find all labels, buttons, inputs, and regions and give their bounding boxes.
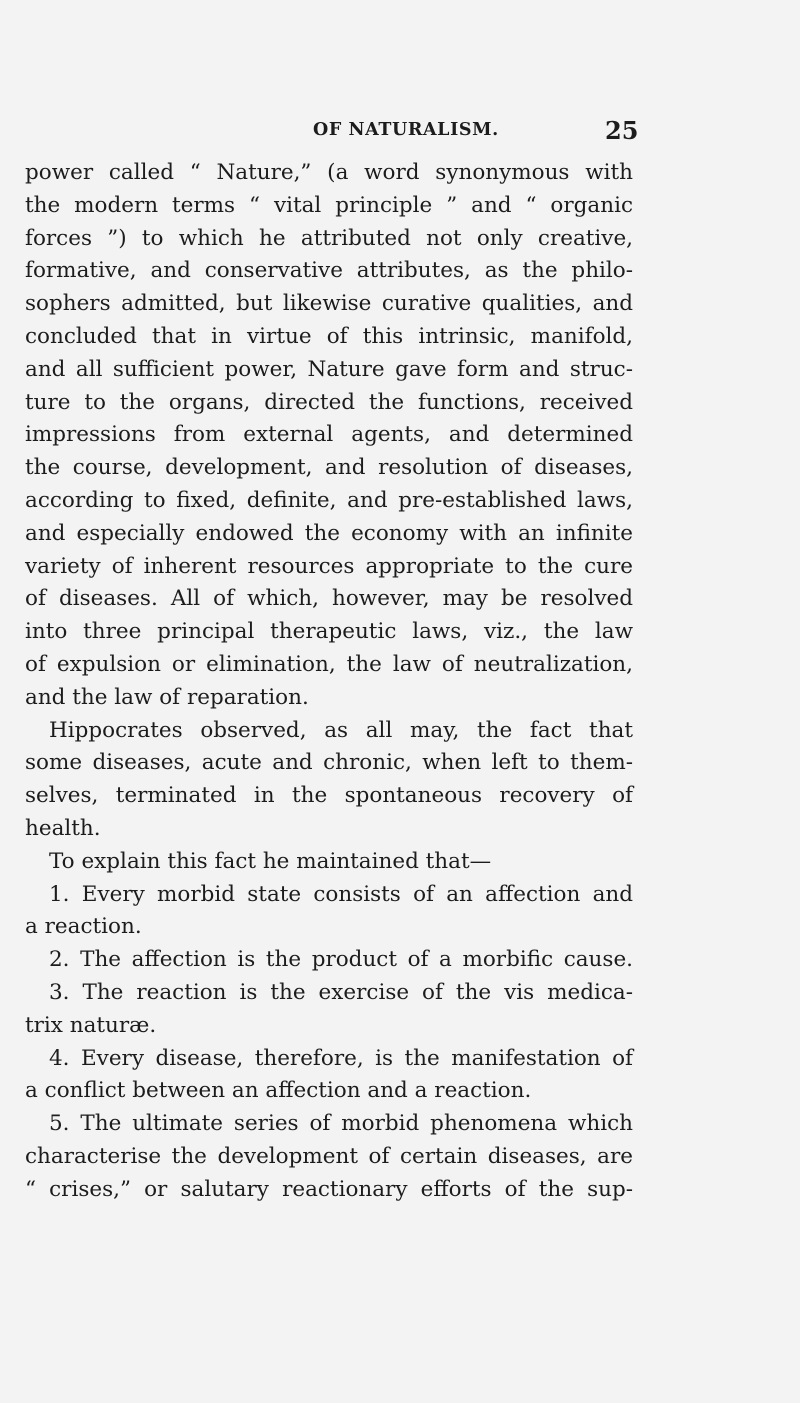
text-line: and the law of reparation. (25, 684, 309, 710)
text-line: the modern terms “ vital principle ” and “ organic (25, 192, 633, 218)
running-head (0, 118, 800, 148)
text-line: impressions from external agents, and determined (25, 422, 633, 448)
text-line: and especially endowed the economy with an infinite (25, 520, 633, 546)
text-line: some diseases, acute and chronic, when left to them- (25, 750, 633, 776)
text-line: selves, terminated in the spontaneous recovery of (25, 783, 633, 809)
text-line: the course, development, and resolution of diseases, (25, 455, 633, 481)
text-line: 3. The reaction is the exercise of the vis medica- (49, 979, 633, 1005)
text-line: a reaction. (25, 914, 142, 940)
text-line: ture to the organs, directed the functions, received (25, 389, 633, 415)
text-line: forces ”) to which he attributed not only creative, (25, 225, 633, 251)
running-head-title: OF NATURALISM. (313, 120, 499, 140)
text-line: into three principal therapeutic laws, viz., the law (25, 619, 633, 645)
text-line: 5. The ultimate series of morbid phenomena which (49, 1111, 633, 1137)
text-line: according to fixed, definite, and pre-established laws, (25, 487, 633, 513)
text-line: sophers admitted, but likewise curative qualities, and (25, 291, 633, 317)
text-line: of expulsion or elimination, the law of neutralization, (25, 651, 633, 677)
text-line: Hippocrates observed, as all may, the fact that (49, 717, 633, 743)
text-line: trix naturæ. (25, 1012, 157, 1038)
text-line: and all sufficient power, Nature gave form and struc- (25, 356, 633, 382)
text-line: formative, and conservative attributes, as the philo- (25, 258, 633, 284)
text-line: 1. Every morbid state consists of an affection and (49, 881, 633, 907)
text-line: power called “ Nature,” (a word synonymous with (25, 160, 633, 185)
text-line: concluded that in virtue of this intrinsic, manifold, (25, 323, 633, 349)
text-line: “ crises,” or salutary reactionary efforts of the sup- (25, 1176, 633, 1202)
text-line: health. (25, 815, 101, 841)
text-line: 4. Every disease, therefore, is the manifestation of (49, 1045, 633, 1071)
body-text (25, 157, 633, 1207)
text-line: 2. The affection is the product of a morbific cause. (49, 947, 633, 973)
text-line: characterise the development of certain diseases, are (25, 1143, 633, 1169)
text-line: of diseases. All of which, however, may be resolved (25, 586, 633, 612)
page-number: 25 (605, 116, 639, 145)
text-line: a conflict between an affection and a reaction. (25, 1078, 532, 1104)
text-line: variety of inherent resources appropriate to the cure (25, 553, 633, 579)
text-line: To explain this fact he maintained that— (49, 848, 492, 874)
